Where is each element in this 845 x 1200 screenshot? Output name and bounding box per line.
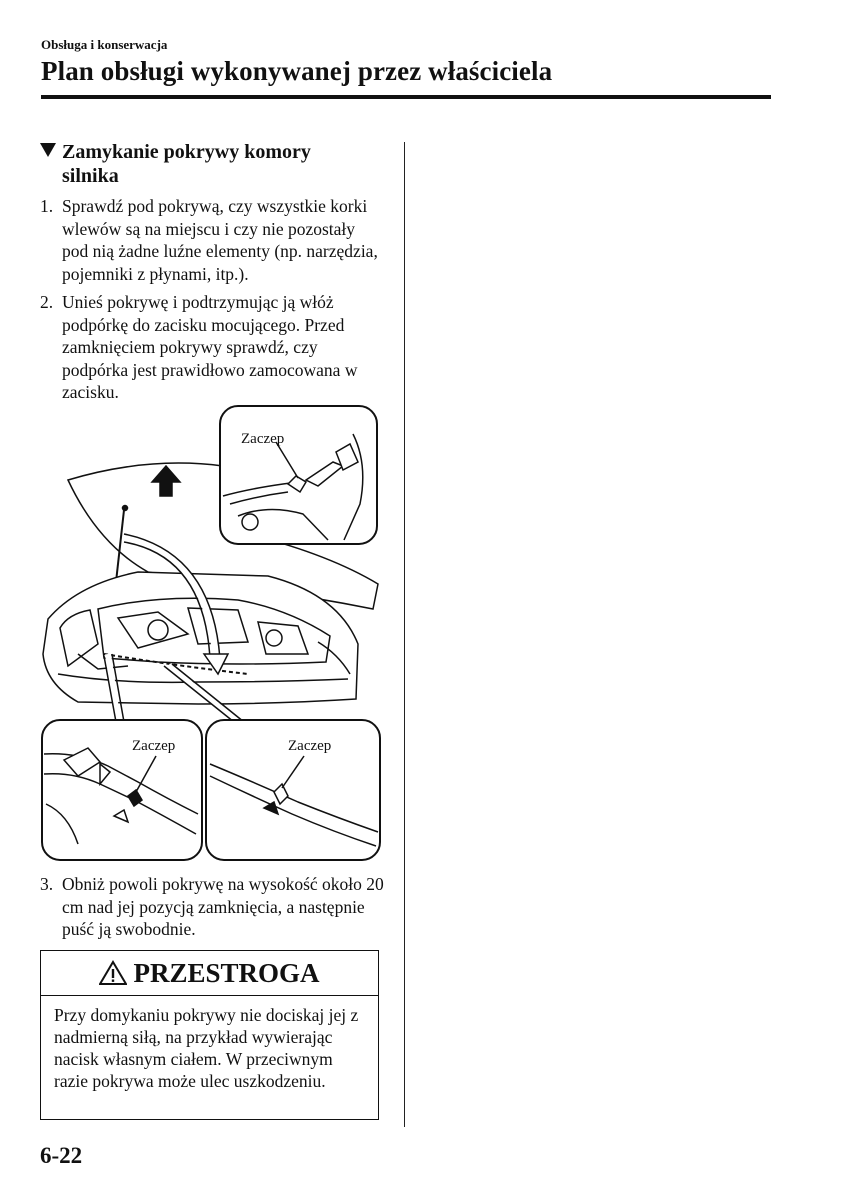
section-label: Obsługa i konserwacja <box>41 37 168 52</box>
callout-label-bottom-left: Zaczep <box>132 738 176 754</box>
callout-top-box <box>220 406 377 544</box>
hood-figure <box>38 404 383 864</box>
steps-list-2 <box>40 873 385 941</box>
step-text: Obniż powoli pokrywę na wysokość około 20 cm nad jej pozycją zamknięcia, a następnie puść ją swobodnie. <box>62 874 384 939</box>
step-text: Sprawdź pod pokrywą, czy wszystkie korki wlewów są na miejscu i czy nie pozostały pod nią żadne luźne elementy (np. narzędzia, pojemniki z płynami, itp.). <box>62 196 378 284</box>
step-item <box>40 873 385 941</box>
step-item <box>40 195 385 285</box>
page-title: Plan obsługi wykonywanej przez właściciela <box>41 56 553 86</box>
callout-bottom-left-box <box>42 720 202 860</box>
page-number: 6-22 <box>40 1143 83 1168</box>
caution-text: Przy domykaniu pokrywy nie dociskaj jej z nadmierną siłą, na przykład wywierając nacisk własnym ciałem. W przeciwnym razie pokrywa może ulec uszkodzeniu. <box>54 1005 359 1091</box>
column-divider <box>404 142 405 1127</box>
subheading <box>40 140 380 188</box>
step-item <box>40 291 385 404</box>
triangle-bullet-icon <box>40 143 56 157</box>
step-text: Unieś pokrywę i podtrzymując ją włóż podpórkę do zacisku mocującego. Przed zamknięciem pokrywy sprawdź, czy podpórka jest prawidłowo zamocowana w zacisku. <box>62 292 358 402</box>
hood-illustration <box>38 404 383 864</box>
callout-label-top: Zaczep <box>241 431 285 447</box>
warning-triangle-icon <box>99 960 127 986</box>
steps-list-1 <box>40 195 385 404</box>
step-number: 3. <box>40 874 54 894</box>
caution-header <box>41 951 378 996</box>
subheading-line2: silnika <box>62 165 119 187</box>
caution-title: PRZESTROGA <box>133 957 320 988</box>
subheading-line1: Zamykanie pokrywy komory <box>62 141 311 163</box>
caution-box <box>40 950 379 1120</box>
step-number: 2. <box>40 292 54 312</box>
title-rule <box>41 95 771 99</box>
callout-label-bottom-right: Zaczep <box>288 738 332 754</box>
step-number: 1. <box>40 196 54 216</box>
